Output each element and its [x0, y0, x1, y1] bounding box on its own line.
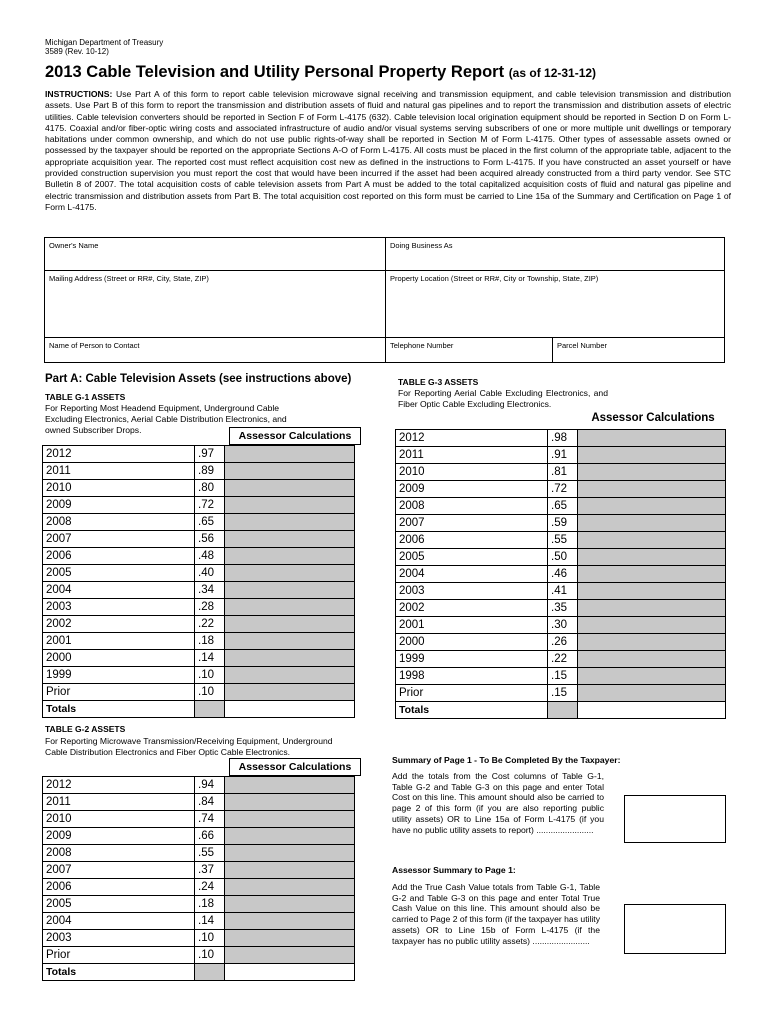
g1-heading: TABLE G-1 ASSETS [45, 392, 126, 402]
summary-title: Summary of Page 1 - To Be Completed By the Taxpayer: [392, 755, 621, 765]
assessor-summary-section [392, 865, 600, 947]
rate-cell: .56 [195, 531, 225, 548]
form-number: 3589 (Rev. 10-12) [45, 47, 109, 56]
assessor-calc-cell [225, 913, 355, 930]
g2-description: For Reporting Microwave Transmission/Receiving Equipment, Underground Cable Distribution Electronics and Fiber Optic Cable Electronics. [45, 736, 333, 757]
totals-label[interactable]: Totals [43, 964, 195, 981]
g3-heading: TABLE G-3 ASSETS [398, 377, 479, 387]
g2-assessor-calculations-label: Assessor Calculations [229, 758, 361, 776]
table-row [43, 497, 355, 514]
rate-cell: .26 [548, 634, 578, 651]
rate-cell: .14 [195, 650, 225, 667]
assessor-calc-cell [225, 514, 355, 531]
g1-description: For Reporting Most Headend Equipment, Underground Cable Excluding Electronics, Aerial Cable Distribution Electronics, and owned Subscriber Drops. [45, 403, 287, 435]
g3-assessor-calculations-label: Assessor Calculations [582, 410, 724, 429]
rate-cell: .37 [195, 862, 225, 879]
table-row [43, 599, 355, 616]
year-cell[interactable]: 2009 [43, 828, 195, 845]
totals-assessor-cell [225, 701, 355, 718]
rate-cell: .81 [548, 464, 578, 481]
totals-rate-blank [548, 702, 578, 719]
totals-rate-blank [195, 964, 225, 981]
contact-name-label: Name of Person to Contact [49, 341, 140, 350]
totals-rate-blank [195, 701, 225, 718]
year-cell[interactable]: 2009 [396, 481, 548, 498]
g1-table [42, 445, 355, 718]
table-row [43, 811, 355, 828]
year-cell[interactable]: 2001 [43, 633, 195, 650]
assessor-calc-cell [578, 464, 726, 481]
assessor-calc-cell [225, 497, 355, 514]
g2-heading: TABLE G-2 ASSETS [45, 724, 126, 734]
year-cell[interactable]: 2004 [43, 582, 195, 599]
property-location-label: Property Location (Street or RR#, City or Township, State, ZIP) [390, 274, 599, 283]
year-cell[interactable]: 2006 [396, 532, 548, 549]
instructions-label: INSTRUCTIONS: [45, 89, 113, 99]
table-row [43, 531, 355, 548]
year-cell[interactable]: 2007 [43, 531, 195, 548]
agency-name: Michigan Department of Treasury [45, 38, 164, 47]
year-cell[interactable]: 2008 [43, 514, 195, 531]
assessor-calc-cell [225, 531, 355, 548]
rate-cell: .91 [548, 447, 578, 464]
mailing-address-label: Mailing Address (Street or RR#, City, State, ZIP) [49, 274, 209, 283]
assessor-calc-cell [225, 565, 355, 582]
assessor-calc-cell [578, 617, 726, 634]
assessor-calc-cell [578, 600, 726, 617]
assessor-calc-cell [225, 828, 355, 845]
table-row [396, 685, 726, 702]
assessor-calc-cell [225, 446, 355, 463]
totals-assessor-cell [578, 702, 726, 719]
assessor-calc-cell [225, 845, 355, 862]
table-row [396, 430, 726, 447]
assessor-calc-cell [225, 777, 355, 794]
rate-cell: .55 [195, 845, 225, 862]
year-cell[interactable]: 2003 [43, 599, 195, 616]
table-row [43, 777, 355, 794]
assessor-calc-cell [578, 634, 726, 651]
year-cell[interactable]: 1999 [43, 667, 195, 684]
g2-table [42, 776, 355, 981]
agency-header [45, 38, 163, 56]
rate-cell: .18 [195, 896, 225, 913]
totals-row [43, 701, 355, 718]
rate-cell: .10 [195, 684, 225, 701]
year-cell[interactable]: 2006 [43, 548, 195, 565]
total-cost-box[interactable] [624, 795, 726, 843]
year-cell[interactable]: 2012 [43, 446, 195, 463]
table-row [43, 446, 355, 463]
assessor-calc-cell [225, 650, 355, 667]
assessor-calc-cell [578, 430, 726, 447]
rate-cell: .10 [195, 667, 225, 684]
assessor-calc-cell [578, 583, 726, 600]
parcel-number-label: Parcel Number [557, 341, 608, 350]
assessor-calc-cell [578, 515, 726, 532]
g1-assessor-calculations-label: Assessor Calculations [229, 427, 361, 445]
assessor-calc-cell [225, 684, 355, 701]
year-cell[interactable]: 1999 [396, 651, 548, 668]
table-row [396, 447, 726, 464]
year-cell[interactable]: 2010 [396, 464, 548, 481]
rate-cell: .65 [195, 514, 225, 531]
rate-cell: .97 [195, 446, 225, 463]
rate-cell: .22 [548, 651, 578, 668]
g3-description: For Reporting Aerial Cable Excluding Electronics, and Fiber Optic Cable Excluding Electronics. [398, 388, 608, 409]
doing-business-as-field[interactable] [386, 238, 724, 270]
year-cell[interactable]: Prior [43, 684, 195, 701]
table-row [396, 566, 726, 583]
rate-cell: .10 [195, 947, 225, 964]
rate-cell: .22 [195, 616, 225, 633]
year-cell[interactable]: 2008 [396, 498, 548, 515]
as-of-date: (as of 12-31-12) [508, 66, 597, 80]
assessor-calc-cell [578, 651, 726, 668]
rate-cell: .89 [195, 463, 225, 480]
contact-name-field[interactable] [45, 338, 385, 362]
year-cell[interactable]: 2002 [43, 616, 195, 633]
rate-cell: .40 [195, 565, 225, 582]
rate-cell: .65 [548, 498, 578, 515]
rate-cell: .15 [548, 668, 578, 685]
table-row [43, 514, 355, 531]
assessor-calc-cell [225, 616, 355, 633]
assessor-calc-cell [225, 896, 355, 913]
table-row [396, 481, 726, 498]
rate-cell: .66 [195, 828, 225, 845]
table-row [396, 532, 726, 549]
table-row [43, 913, 355, 930]
rate-cell: .72 [195, 497, 225, 514]
assessor-calc-cell [225, 667, 355, 684]
year-cell[interactable]: Prior [396, 685, 548, 702]
table-row [43, 845, 355, 862]
rate-cell: .35 [548, 600, 578, 617]
rate-cell: .34 [195, 582, 225, 599]
assessor-calc-cell [578, 498, 726, 515]
table-row [43, 896, 355, 913]
summary-section [392, 755, 621, 836]
year-cell[interactable]: 2002 [396, 600, 548, 617]
parcel-number-field[interactable] [553, 338, 724, 362]
year-cell[interactable]: 2009 [43, 497, 195, 514]
instructions-block [45, 89, 731, 213]
year-cell[interactable]: 2012 [43, 777, 195, 794]
assessor-calc-cell [225, 633, 355, 650]
assessor-calc-cell [578, 481, 726, 498]
table-row [43, 548, 355, 565]
assessor-calc-cell [578, 566, 726, 583]
g3-table [395, 429, 726, 719]
assessor-calc-cell [578, 685, 726, 702]
totals-assessor-cell [225, 964, 355, 981]
rate-cell: .24 [195, 879, 225, 896]
rate-cell: .48 [195, 548, 225, 565]
assessor-calc-cell [225, 582, 355, 599]
assessor-calc-cell [225, 947, 355, 964]
owner-name-field[interactable] [45, 238, 385, 270]
totals-row [43, 964, 355, 981]
identification-box [44, 237, 725, 363]
rate-cell: .50 [548, 549, 578, 566]
assessor-calc-cell [225, 794, 355, 811]
table-row [43, 633, 355, 650]
table-row [396, 515, 726, 532]
assessor-calc-cell [225, 879, 355, 896]
assessor-calc-cell [578, 549, 726, 566]
assessor-calc-cell [578, 447, 726, 464]
table-row [396, 651, 726, 668]
form-title [45, 63, 596, 82]
telephone-field[interactable] [386, 338, 552, 362]
year-cell[interactable]: 1998 [396, 668, 548, 685]
part-a-title: Part A: Cable Television Assets (see instructions above) [45, 373, 352, 385]
table-row [43, 463, 355, 480]
rate-cell: .94 [195, 777, 225, 794]
assessor-calc-cell [225, 930, 355, 947]
table-row [396, 668, 726, 685]
table-row [396, 600, 726, 617]
rate-cell: .59 [548, 515, 578, 532]
assessor-calc-cell [225, 548, 355, 565]
doing-business-as-label: Doing Business As [390, 241, 453, 250]
rate-cell: .84 [195, 794, 225, 811]
year-cell[interactable]: 2006 [43, 879, 195, 896]
year-cell[interactable]: 2011 [396, 447, 548, 464]
year-cell[interactable]: 2010 [43, 480, 195, 497]
table-row [43, 684, 355, 701]
totals-label[interactable]: Totals [43, 701, 195, 718]
year-cell[interactable]: Prior [43, 947, 195, 964]
totals-label[interactable]: Totals [396, 702, 548, 719]
table-row [43, 879, 355, 896]
rate-cell: .30 [548, 617, 578, 634]
property-location-field[interactable] [386, 271, 724, 337]
year-cell[interactable]: 2008 [43, 845, 195, 862]
title-text: 2013 Cable Television and Utility Personal Property Report [45, 63, 505, 81]
year-cell[interactable]: 2004 [396, 566, 548, 583]
table-row [43, 947, 355, 964]
summary-text: Add the totals from the Cost columns of Table G-1, Table G-2 and Table G-3 on this page and enter Total Cost on this line. This amount should also be carried to page 2 of this form (if you are also reporting public utility assets) OR to Line 15a of Form L-4175 (if you have no public utility assets to report) ........................ [392, 770, 604, 835]
table-row [43, 828, 355, 845]
totals-row [396, 702, 726, 719]
assessor-calc-cell [225, 463, 355, 480]
year-cell[interactable]: 2007 [396, 515, 548, 532]
table-row [43, 650, 355, 667]
year-cell[interactable]: 2012 [396, 430, 548, 447]
table-row [43, 862, 355, 879]
table-row [43, 616, 355, 633]
assessor-calc-cell [225, 599, 355, 616]
year-cell[interactable]: 2005 [396, 549, 548, 566]
rate-cell: .15 [548, 685, 578, 702]
table-row [396, 549, 726, 566]
table-row [396, 498, 726, 515]
rate-cell: .72 [548, 481, 578, 498]
rate-cell: .28 [195, 599, 225, 616]
assessor-calc-cell [578, 532, 726, 549]
mailing-address-field[interactable] [45, 271, 385, 337]
table-row [43, 667, 355, 684]
rate-cell: .41 [548, 583, 578, 600]
year-cell[interactable]: 2003 [43, 930, 195, 947]
table-row [43, 565, 355, 582]
table-row [396, 464, 726, 481]
year-cell[interactable]: 2011 [43, 794, 195, 811]
year-cell[interactable]: 2004 [43, 913, 195, 930]
assessor-calc-cell [578, 668, 726, 685]
assessor-calc-cell [225, 480, 355, 497]
year-cell[interactable]: 2003 [396, 583, 548, 600]
owner-name-label: Owner's Name [49, 241, 99, 250]
table-row [396, 634, 726, 651]
rate-cell: .46 [548, 566, 578, 583]
telephone-label: Telephone Number [390, 341, 454, 350]
year-cell[interactable]: 2005 [43, 896, 195, 913]
table-row [43, 582, 355, 599]
year-cell[interactable]: 2001 [396, 617, 548, 634]
table-row [43, 480, 355, 497]
year-cell[interactable]: 2010 [43, 811, 195, 828]
rate-cell: .14 [195, 913, 225, 930]
year-cell[interactable]: 2005 [43, 565, 195, 582]
assessor-summary-text: Add the True Cash Value totals from Table G-1, Table G-2 and Table G-3 on this page and enter Total True Cash Value on this line. This amount should also be carried to Page 2 of this form (if the taxpayer has utility assets) OR to Line 15b of Form L-4175 (if the taxpayer has no public utility assets) ........................ [392, 881, 600, 946]
true-cash-value-box[interactable] [624, 904, 726, 954]
table-row [43, 930, 355, 947]
rate-cell: .80 [195, 480, 225, 497]
rate-cell: .55 [548, 532, 578, 549]
year-cell[interactable]: 2000 [43, 650, 195, 667]
instructions-text: Use Part A of this form to report cable television microwave signal receiving and transmission equipment, and cable television transmission and distribution assets. Use Part B of this form to report the transmission and distribution assets of fluid and natural gas pipelines and to report the transmission and distribution assets of electric utilities. Cable television converters should be reported in Section F of Form L-4175 (632). Cable television local origination equipment should be reported in Section D on Form L-4175. Coaxial and/or fiber-optic wiring costs and associated infrastructure of audio and/or visual systems serving subscribers of one or more multiple unit dwellings or temporary habitations under common ownership, and which do not use public rights-of-way shall be reported in Section M of Form L-4175. Other types of assessable assets owned or possessed by the taxpayer should be reported on the appropriate Sections A-O of Form L-4175. All costs must be placed in the first column of the appropriate table, adjacent to the appropriate acquisition year. The reported cost must reflect acquisition cost new as defined in the instructions to Form L-4175. If you have constructed an asset yourself or have provided construction supervision you must report the cost that would have been incurred if the asset had been acquired already constructed from a third party vendor. See STC Bulletin 8 of 2007. The total acquisition costs of cable television assets from Part A must be added to the total capitalized acquisition costs of fluid and natural gas pipeline and electric transmission and distribution assets from Part B. The total acquisition cost reported on this form must be carried to Line 15a of the Summary and Certification on Page 1 of Form L-4175. [45, 89, 732, 212]
rate-cell: .74 [195, 811, 225, 828]
year-cell[interactable]: 2011 [43, 463, 195, 480]
table-row [396, 617, 726, 634]
year-cell[interactable]: 2007 [43, 862, 195, 879]
assessor-calc-cell [225, 862, 355, 879]
assessor-calc-cell [225, 811, 355, 828]
rate-cell: .18 [195, 633, 225, 650]
rate-cell: .98 [548, 430, 578, 447]
year-cell[interactable]: 2000 [396, 634, 548, 651]
rate-cell: .10 [195, 930, 225, 947]
table-row [43, 794, 355, 811]
assessor-summary-title: Assessor Summary to Page 1: [392, 865, 516, 875]
table-row [396, 583, 726, 600]
